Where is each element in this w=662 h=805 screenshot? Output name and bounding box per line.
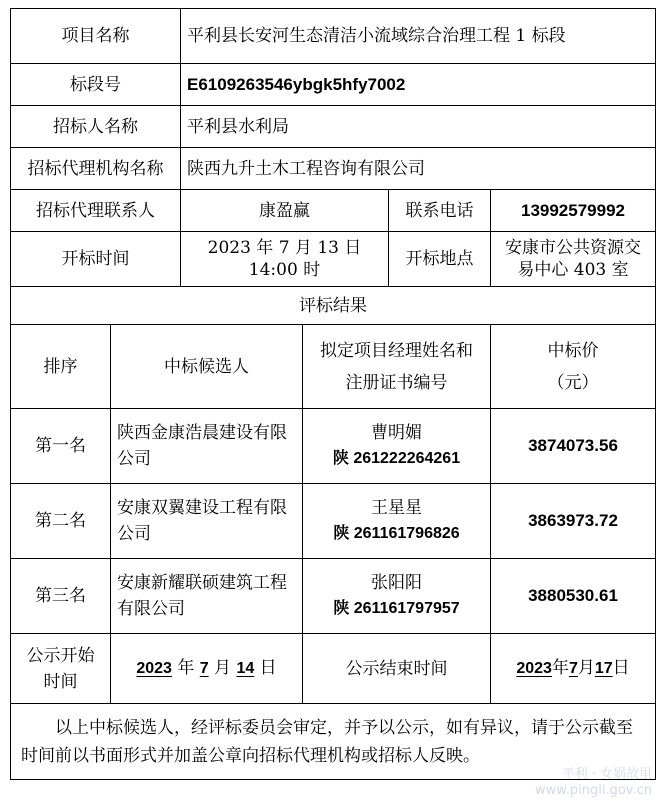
phone-label: 联系电话 bbox=[389, 190, 491, 232]
publicity-start-date bbox=[111, 634, 303, 704]
manager-cert: 陕 261161797957 bbox=[333, 600, 460, 617]
start-year: 2023 bbox=[136, 660, 172, 677]
col-manager-line2: 注册证书编号 bbox=[345, 372, 448, 393]
rank-cell: 第三名 bbox=[11, 559, 111, 634]
place-value: 安康市公共资源交易中心 403 室 bbox=[491, 232, 656, 287]
tenderer-value: 平利县水利局 bbox=[181, 106, 656, 148]
end-year: 2023 bbox=[516, 660, 552, 677]
watermark bbox=[535, 767, 652, 799]
start-day: 14 bbox=[236, 660, 255, 677]
watermark-line1: 平利 · 女娲故里 bbox=[561, 767, 652, 782]
year-unit: 年 bbox=[177, 658, 195, 678]
publicity-start-label: 公示开始时间 bbox=[11, 634, 111, 704]
year-unit: 年 bbox=[551, 658, 569, 678]
price-cell: 3863973.72 bbox=[491, 484, 656, 559]
col-manager bbox=[303, 325, 491, 409]
manager-cell bbox=[303, 484, 491, 559]
opening-datetime bbox=[181, 232, 389, 287]
watermark-line2: www.pingli.gov.cn bbox=[535, 783, 652, 798]
place-label: 开标地点 bbox=[389, 232, 491, 287]
publicity-end-date bbox=[491, 634, 656, 704]
project-label: 项目名称 bbox=[11, 9, 181, 64]
end-month: 7 bbox=[568, 660, 578, 677]
price-cell: 3874073.56 bbox=[491, 409, 656, 484]
tenderer-label: 招标人名称 bbox=[11, 106, 181, 148]
candidate-cell: 安康双翼建设工程有限公司 bbox=[111, 484, 303, 559]
section-no-value: E6109263546ybgk5hfy7002 bbox=[181, 64, 656, 106]
manager-cell bbox=[303, 559, 491, 634]
section-no-label: 标段号 bbox=[11, 64, 181, 106]
end-day: 17 bbox=[594, 660, 613, 677]
col-candidate: 中标候选人 bbox=[111, 325, 303, 409]
opening-time: 14:00 时 bbox=[248, 260, 321, 280]
rank-cell: 第一名 bbox=[11, 409, 111, 484]
month-unit: 月 bbox=[214, 658, 232, 678]
month-unit: 月 bbox=[577, 658, 595, 678]
manager-name: 王星星 bbox=[371, 498, 422, 518]
candidate-cell: 陕西金康浩晨建设有限公司 bbox=[111, 409, 303, 484]
bid-result-table bbox=[10, 8, 656, 780]
manager-name: 曹明媚 bbox=[371, 423, 422, 443]
table-row bbox=[11, 559, 656, 634]
rank-cell: 第二名 bbox=[11, 484, 111, 559]
opening-label: 开标时间 bbox=[11, 232, 181, 287]
phone-value: 13992579992 bbox=[491, 190, 656, 232]
col-price bbox=[491, 325, 656, 409]
agency-label: 招标代理机构名称 bbox=[11, 148, 181, 190]
publicity-end-label: 公示结束时间 bbox=[303, 634, 491, 704]
col-manager-line1: 拟定项目经理姓名和 bbox=[320, 340, 473, 361]
manager-cert: 陕 261161796826 bbox=[333, 525, 460, 542]
contact-value: 康盈赢 bbox=[181, 190, 389, 232]
manager-name: 张阳阳 bbox=[371, 573, 422, 593]
day-unit: 日 bbox=[259, 658, 277, 678]
col-price-line2: （元） bbox=[547, 372, 599, 393]
contact-label: 招标代理联系人 bbox=[11, 190, 181, 232]
project-value: 平利县长安河生态清洁小流域综合治理工程 1 标段 bbox=[181, 9, 656, 64]
manager-cell bbox=[303, 409, 491, 484]
table-row bbox=[11, 484, 656, 559]
manager-cert: 陕 261222264261 bbox=[332, 450, 461, 467]
col-price-line1: 中标价 bbox=[547, 340, 599, 361]
candidate-cell: 安康新耀联硕建筑工程有限公司 bbox=[111, 559, 303, 634]
opening-date: 2023 年 7 月 13 日 bbox=[207, 238, 362, 258]
notice-content: 以上中标候选人，经评标委员会审定，并予以公示，如有异议，请于公示截至时间前以书面形式并加盖公章向招标代理机构或招标人反映。 bbox=[21, 717, 633, 766]
col-rank: 排序 bbox=[11, 325, 111, 409]
day-unit: 日 bbox=[612, 658, 630, 678]
price-cell: 3880530.61 bbox=[491, 559, 656, 634]
table-row bbox=[11, 409, 656, 484]
agency-value: 陕西九升土木工程咨询有限公司 bbox=[181, 148, 656, 190]
start-month: 7 bbox=[199, 660, 209, 677]
result-title: 评标结果 bbox=[11, 287, 656, 325]
